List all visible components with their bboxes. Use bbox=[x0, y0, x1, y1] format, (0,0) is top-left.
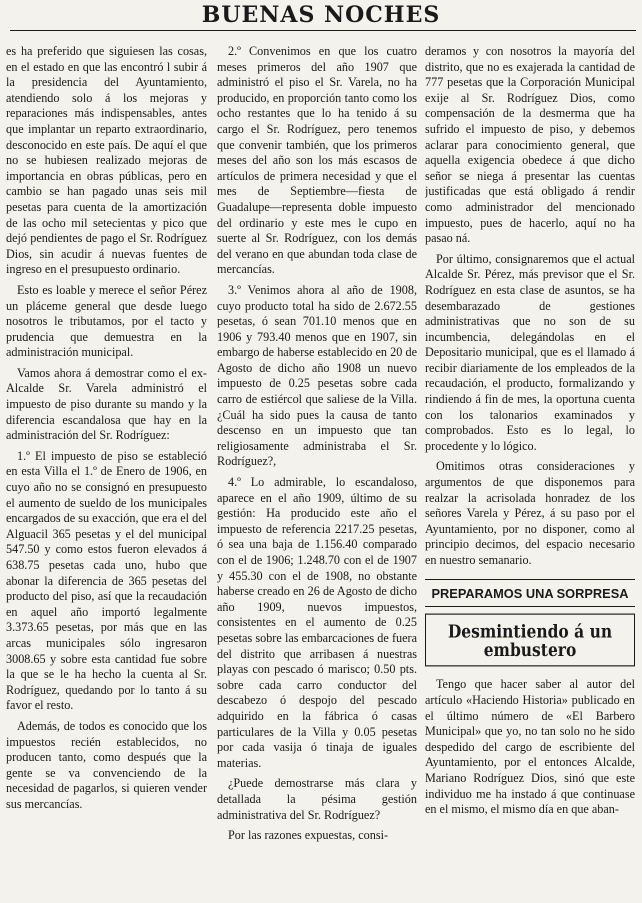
column-1 bbox=[6, 44, 207, 893]
paragraph: es ha preferido que siguiesen las cosas, en el estado en que las encontró l subir á la presidencia del Ayuntamiento, atendiendo solo á los mejoras y reparaciones más indispensables, antes que implantar un reparto extraordinario, desconocido en este país. De aquí el que no se hubiesen realizado mejoras de importancia en obras públicas, pero en cambio se han pagado unas seis mil pesetas para cuenta de la amortización de las ocho mil setecientas y pico que dejó pendientes de pago el Sr. Rodríguez Dios, sin acudir á nuevas fuentes de ingreso en el presupuesto ordinario. bbox=[6, 44, 207, 277]
masthead bbox=[0, 2, 642, 32]
paragraph: Tengo que hacer saber al autor del artículo «Haciendo Historia» publicado en el último número de «El Barbero Municipal» que yo, no tan solo no he sido despedido del cargo de escribiente del Ayuntamiento, por el entonces Alcalde, Mariano Rodríguez Dios, sinó que este individuo me ha instado á que continuase en el mismo, el mismo día en que aban- bbox=[425, 677, 635, 817]
masthead-title: BUENAS NOCHES bbox=[201, 2, 441, 28]
paragraph: Vamos ahora á demostrar como el ex-Alcalde Sr. Varela administró el impuesto de piso durante su mando y la diferencia escandalosa que hay en la administración del Sr. Rodríguez: bbox=[6, 365, 207, 443]
paragraph: 3.º Venimos ahora al año de 1908, cuyo producto total ha sido de 2.672.55 pesetas, ó sean 701.10 menos que en 1906 y 793.40 menos que en 1907, sin embargo de haberse establecido en 20 de Agosto de dicho año 1908 un nuevo impuesto de 0.25 pesetas sobre cada carro de estiércol que saliese de la Villa. ¿Cuál ha sido pues la causa de tanto descenso en un impuesto que tan religiosamente administraba el Sr. Rodríguez?, bbox=[217, 282, 417, 469]
paragraph: Omitimos otras consideraciones y argumentos de que disponemos para realzar la acrisolada honradez de los señores Varela y Pérez, á su paso por el Ayuntamiento, por no disponer, como al principio decimos, del espacio necesario en nuestro semanario. bbox=[425, 459, 635, 567]
masthead-rule bbox=[10, 30, 636, 31]
column-3 bbox=[425, 44, 635, 893]
paragraph: 2.º Convenimos en que los cuatro meses primeros del año 1907 que administró el piso el Sr. Varela, no ha producido, en proporción tanto como los ocho restantes que lo ha tenido á su cargo el Sr. Rodríguez, pero tenemos que convenir también, que los primeros meses del año son los más escasos de artículos de primera necesidad y que el mes de Septiembre—fiesta de Guadalupe—representa doble impuesto del ordinario y este mes le cupo en suerte al Sr. Rodríguez, con los demás del verano en que abundan toda clase de mercancías. bbox=[217, 44, 417, 277]
paragraph: Además, de todos es conocido que los impuestos recién establecidos, no producen tanto, como después que la gente se va convenciendo de la necesidad de pagarlos, si quieren vender sus mercancías. bbox=[6, 718, 207, 811]
column-2 bbox=[217, 44, 417, 893]
paragraph: 4.º Lo admirable, lo escandaloso, aparece en el año 1909, último de su gestión: Ha producido este año el impuesto de referencia 2217.25 pesetas, ó sea una baja de 1.156.40 comparado con el de 1906; 1.248.70 con el de 1907 y 455.30 con el de 1908, no obstante haberse creado en 26 de Agosto de dicho año 1909, nuevos impuestos, consistentes en el aumento de 0.25 pesetas sobre las embarcaciones de fuera del distrito que arribasen á nuestras playas con pescado ó marisco; 0.50 pts. sobre cada carro conductor del descabezo ó despojo del pescado adquirido en la fábrica ó casas particulares de la Villa y 0.05 pesetas por cada vasija ó tinaja de iguales materias. bbox=[217, 475, 417, 770]
section-title: PREPARAMOS UNA SORPRESA bbox=[425, 579, 635, 608]
paragraph: deramos y con nosotros la mayoría del distrito, que no es exajerada la cantidad de 777 pesetas que la Corporación Municipal exije al Sr. Rodríguez Dios, como compensación de la desmerma que ha sufrido el impuesto de piso, y debemos aclarar para conocimiento general, que aquella exigencia obedece á que dicho señor se niega á presentar las cuentas justificadas que está obligado á rendir como administrador del mencionado impuesto, pues de hacerlo, aquí no ha pasao ná. bbox=[425, 44, 635, 246]
paragraph: Esto es loable y merece el señor Pérez un pláceme general que desde luego nosotros le tributamos, por el tacto y prudencia que demuestra en la administración municipal. bbox=[6, 282, 207, 360]
paragraph: ¿Puede demostrarse más clara y detallada la pésima gestión administrativa del Sr. Rodríguez? bbox=[217, 776, 417, 822]
paragraph: Por último, consignaremos que el actual Alcalde Sr. Pérez, más previsor que el Sr. Rodríguez en esta clase de asuntos, se ha desembarazado de gestiones administrativas que no son de su incumbencia, delegándolas en el Depositario municipal, que es el llamado á recibir diariamente de los empleados de la recaudación, el producto, formalizando y rindiendo á fin de mes, la oportuna cuenta con los talonarios examinados y comprobados. Esto es lo legal, lo procedente y lo lógico. bbox=[425, 251, 635, 453]
paragraph: Por las razones expuestas, consi- bbox=[227, 828, 389, 843]
article-headline: Desmintiendo á un embustero bbox=[425, 614, 635, 667]
paragraph: 1.º El impuesto de piso se estableció en esta Villa el 1.º de Enero de 1906, en cuyo año no se consignó en presupuesto el aumento de sueldo de los municipales encargados de su exacción, que era el del Alguacil 365 pesetas y el del municipal 547.50 y como estos fueron elevados á 638.75 pesetas cada uno, hubo que abonar la diferencia de 365 pesetas del producto del piso, así que la recaudación en aquel año importó legalmente 3.373.65 pesetas, por más que en las arcas municipales sólo ingresaron 3008.65 y sobre esta cantidad fue sobre la que se le ha hecho la cuenta al Sr. Rodríguez, quedando por lo tanto á su favor el resto. bbox=[6, 448, 207, 713]
